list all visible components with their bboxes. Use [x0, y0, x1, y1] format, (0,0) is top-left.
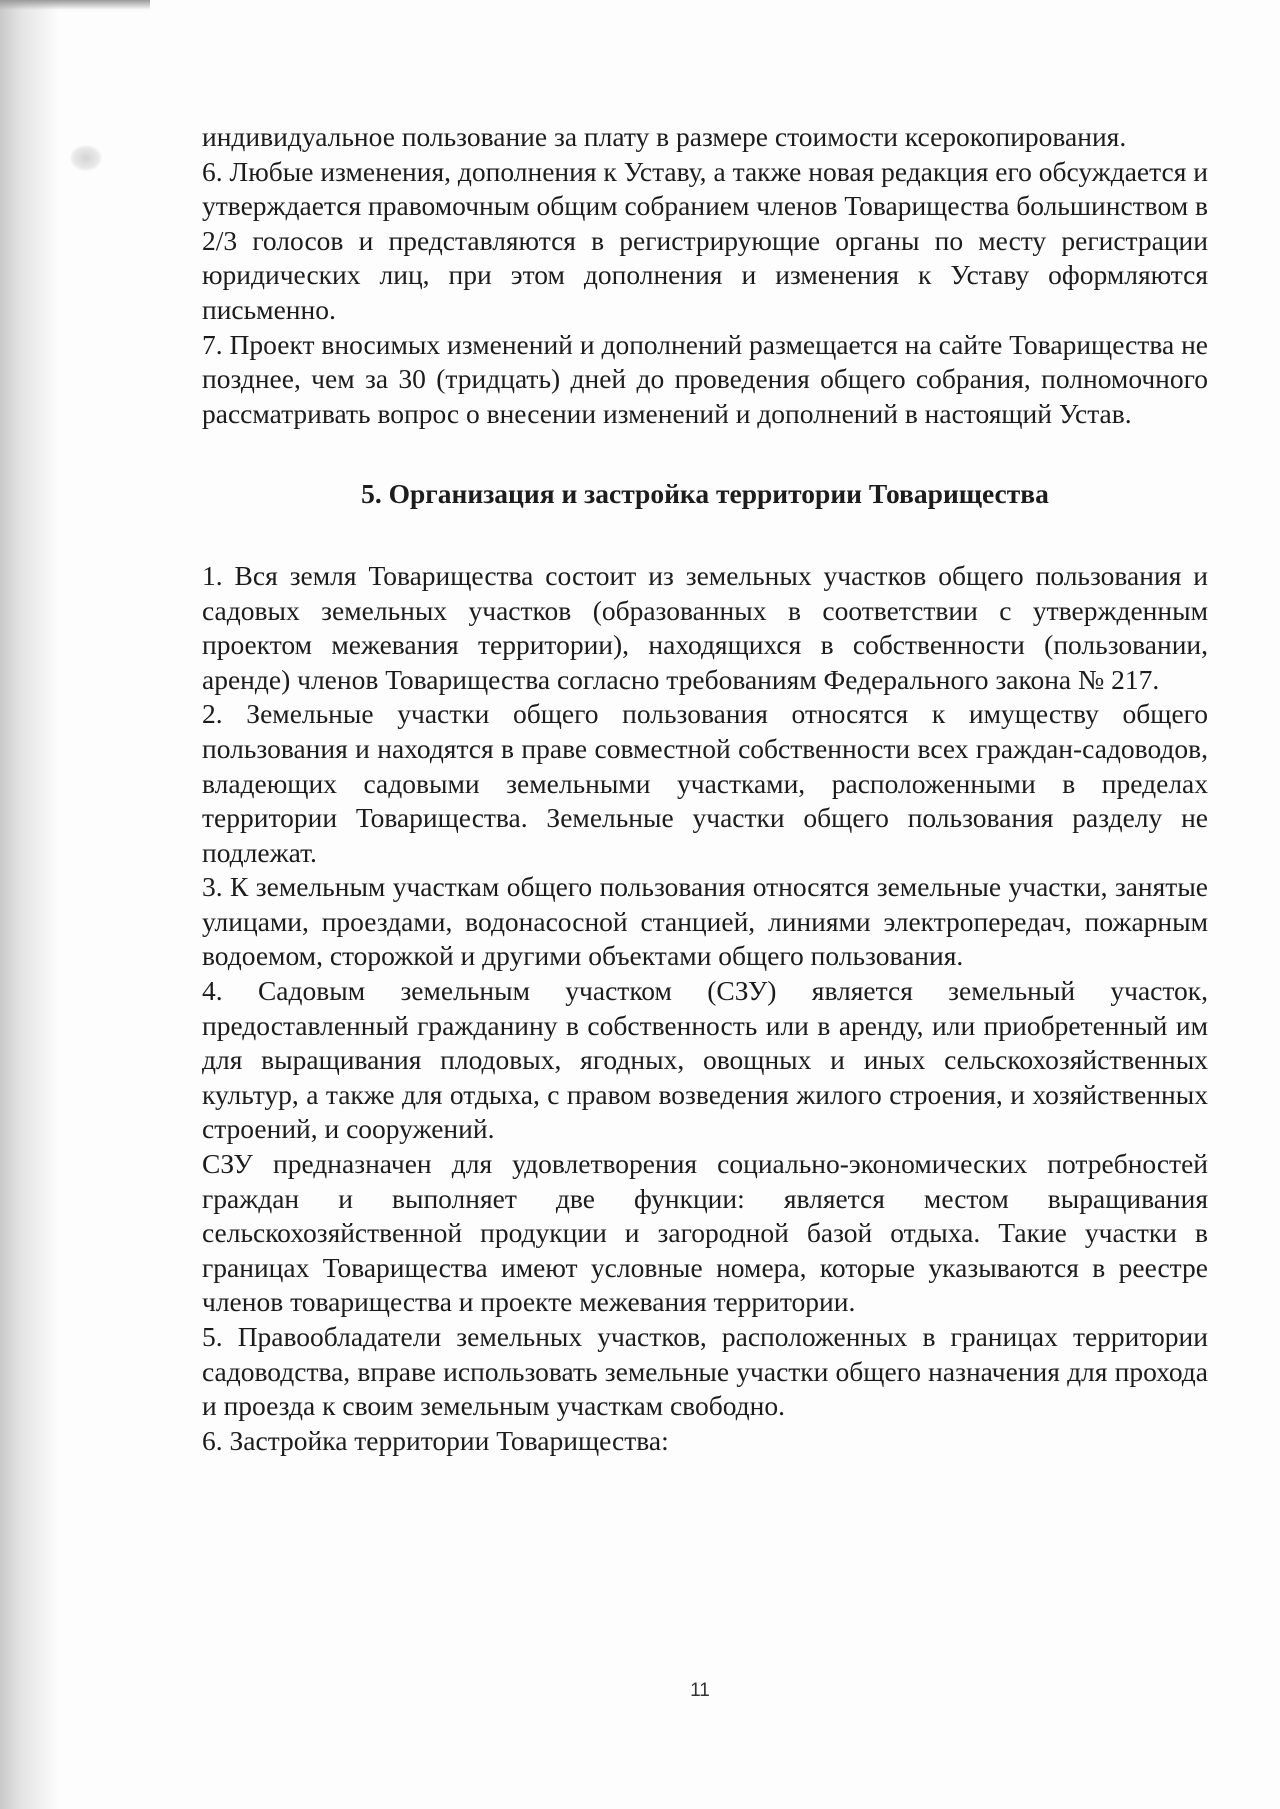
paragraph-item-6: 6. Любые изменения, дополнения к Уставу, а также новая редакция его обсуждается и утверждается правомочным общим собранием членов Товарищества большинством в 2/3 голосов и представляются в регистрирующие органы по месту регистрации юридических лиц, при этом дополнения и изменения к Уставу оформляются письменно.: [202, 155, 1208, 325]
section-paragraph-6: 6. Застройка территории Товарищества:: [202, 1424, 669, 1456]
paragraph-item-7: 7. Проект вносимых изменений и дополнений размещается на сайте Товарищества не позднее, чем за 30 (тридцать) дней до проведения общего собрания, полномочного рассматривать вопрос о внесении изменений и дополнений в настоящий Устав.: [202, 328, 1208, 429]
section-heading: 5. Организация и застройка территории Товарищества: [361, 478, 1049, 510]
section-paragraph-4: 4. Садовым земельным участком (СЗУ) является земельный участок, предоставленный гражданину в собственность или в аренду, или приобретенный им для выращивания плодовых, ягодных, овощных и иных сельскохозяйственных культур, а также для отдыха, с правом возведения жилого строения, и хозяйственных строений, и сооружений.: [202, 975, 1208, 1145]
scan-edge-shadow: [0, 0, 60, 1809]
section-paragraph-5: 5. Правообладатели земельных участков, расположенных в границах территории садоводства, вправе использовать земельные участки общего назначения для прохода и проезда к своим земельным участкам свободно.: [202, 1321, 1208, 1422]
scan-corner-fold: [0, 0, 150, 10]
paragraph-continuation: индивидуальное пользование за плату в размере стоимости ксерокопирования.: [202, 121, 1127, 152]
section-paragraph-3: 3. К земельным участкам общего пользования относятся земельные участки, занятые улицами, проездами, водонасосной станцией, линиями электропередач, пожарным водоемом, сторожкой и другими объектами общего пользования.: [202, 871, 1208, 972]
section-paragraph-1: 1. Вся земля Товарищества состоит из земельных участков общего пользования и садовых земельных участков (образованных в соответствии с утвержденным проектом межевания территории), находящихся в собственности (пользовании, аренде) членов Товарищества согласно требованиям Федерального закона № 217.: [202, 559, 1208, 695]
page-number: 11: [690, 1680, 710, 1701]
document-body: [202, 120, 1208, 1458]
section-paragraph-szu: СЗУ предназначен для удовлетворения социально-экономических потребностей граждан и выполняет две функции: является местом выращивания сельскохозяйственной продукции и загородной базой отдыха. Такие участки в границах Товарищества имеют условные номера, которые указываются в реестре членов товарищества и проекте межевания территории.: [202, 1148, 1208, 1318]
punch-hole-mark: [70, 145, 102, 171]
section-paragraph-2: 2. Земельные участки общего пользования относятся к имуществу общего пользования и находятся в праве совместной собственности всех граждан-садоводов, владеющих садовыми земельными участками, расположенными в пределах территории Товарищества. Земельные участки общего пользования разделу не подлежат.: [202, 698, 1208, 868]
